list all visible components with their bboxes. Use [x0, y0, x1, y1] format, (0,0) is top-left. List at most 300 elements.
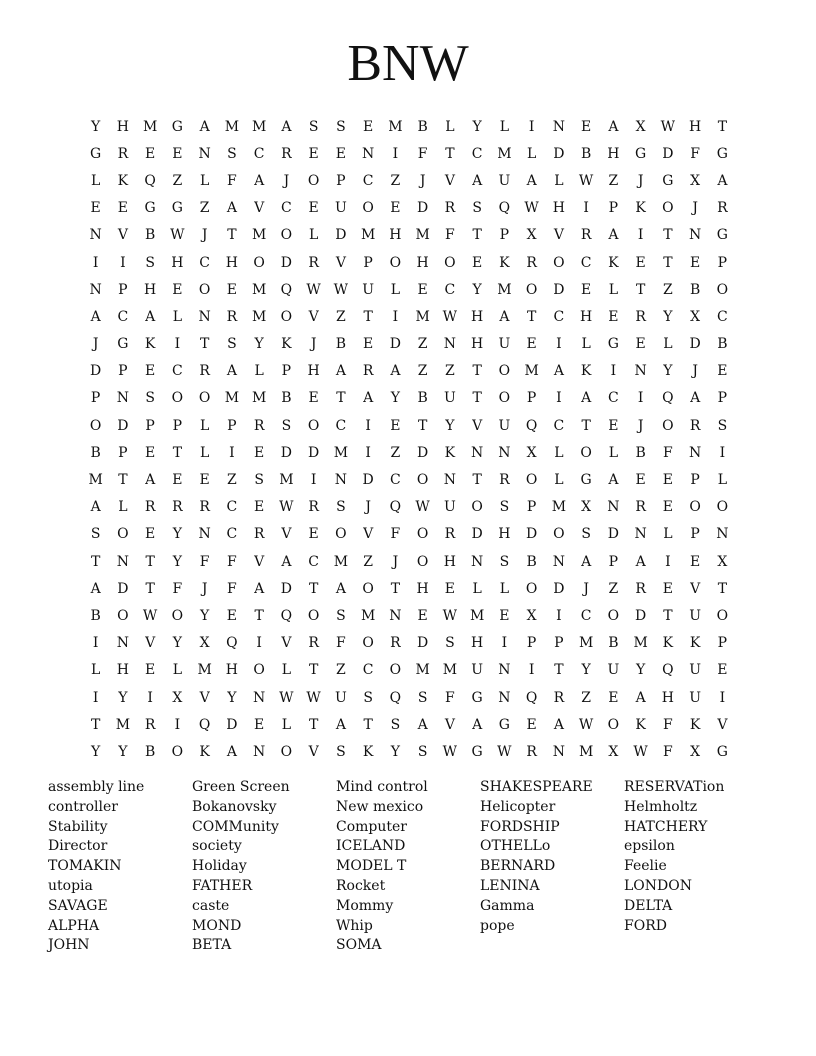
grid-letter: Q — [280, 607, 293, 624]
grid-letter: N — [89, 227, 102, 244]
grid-letter: E — [172, 281, 183, 298]
word-list-item: Helmholtz — [624, 798, 698, 815]
grid-letter: A — [417, 716, 428, 733]
grid-letter: O — [117, 607, 129, 624]
grid-letter: V — [308, 308, 319, 325]
grid-letter: R — [553, 689, 565, 706]
grid-letter: T — [145, 580, 155, 597]
grid-letter: X — [199, 635, 210, 652]
grid-letter: P — [363, 254, 373, 271]
grid-letter: J — [365, 499, 371, 516]
grid-letter: O — [362, 200, 374, 217]
grid-letter: T — [663, 227, 673, 244]
grid-letter: E — [444, 580, 455, 597]
grid-letter: Z — [336, 308, 346, 325]
grid-letter: S — [254, 472, 264, 489]
grid-letter: E — [662, 499, 673, 516]
grid-letter: R — [308, 254, 319, 271]
grid-letter: P — [281, 363, 292, 380]
grid-letter: D — [280, 254, 292, 271]
grid-letter: S — [581, 526, 591, 543]
grid-letter: S — [336, 607, 346, 624]
grid-letter: G — [471, 743, 483, 760]
grid-letter: K — [689, 635, 701, 652]
grid-letter: R — [281, 145, 292, 162]
grid-letter: A — [608, 472, 619, 489]
grid-letter: V — [717, 716, 728, 733]
grid-letter: E — [145, 526, 156, 543]
grid-letter: S — [417, 689, 428, 706]
word-list-item: MOND — [192, 917, 242, 934]
word-list-item: utopia — [48, 877, 93, 894]
grid-letter: H — [552, 200, 565, 217]
grid-letter: Y — [581, 662, 591, 679]
grid-letter: A — [635, 689, 646, 706]
grid-letter: B — [144, 227, 156, 244]
grid-letter: I — [365, 417, 371, 434]
grid-letter: Y — [118, 743, 128, 760]
grid-letter: O — [498, 390, 511, 407]
grid-letter: E — [90, 200, 101, 217]
grid-letter: R — [499, 472, 510, 489]
grid-letter: J — [92, 336, 99, 353]
grid-letter: A — [635, 553, 646, 570]
grid-letter: W — [170, 227, 185, 244]
grid-letter: I — [174, 336, 181, 353]
grid-letter: F — [445, 689, 455, 706]
grid-letter: E — [472, 254, 483, 271]
grid-letter: H — [580, 308, 593, 325]
grid-letter: N — [634, 363, 647, 380]
grid-letter: A — [499, 308, 510, 325]
word-list-item: Stability — [48, 818, 108, 835]
grid-letter: O — [117, 526, 129, 543]
grid-letter: C — [172, 363, 183, 380]
grid-letter: O — [416, 553, 429, 570]
grid-letter: D — [553, 281, 565, 298]
grid-letter: O — [607, 716, 620, 733]
grid-letter: P — [90, 390, 101, 407]
word-list-item: SOMA — [336, 937, 382, 954]
grid-letter: H — [443, 553, 456, 570]
grid-letter: L — [390, 281, 401, 298]
grid-letter: M — [551, 499, 567, 516]
grid-letter: V — [281, 526, 292, 543]
word-list-item: assembly line — [48, 779, 145, 795]
grid-letter: D — [526, 526, 538, 543]
grid-letter: B — [717, 336, 728, 353]
grid-letter: C — [226, 499, 238, 516]
grid-letter: S — [499, 499, 510, 516]
word-list-item: BETA — [192, 937, 232, 954]
grid-letter: M — [251, 390, 267, 407]
grid-letter: A — [390, 363, 401, 380]
grid-letter: P — [118, 363, 128, 380]
grid-letter: B — [526, 553, 537, 570]
grid-letter: I — [583, 200, 589, 217]
grid-letter: S — [227, 336, 237, 353]
grid-letter: X — [581, 499, 592, 516]
grid-letter: O — [607, 607, 620, 624]
grid-letter: M — [197, 662, 212, 679]
word-list-item: Feelie — [624, 858, 667, 875]
grid-letter: L — [499, 118, 510, 135]
grid-letter: M — [524, 363, 539, 380]
grid-letter: H — [307, 363, 320, 380]
grid-letter: N — [89, 281, 102, 298]
grid-letter: Y — [445, 417, 455, 434]
grid-letter: A — [690, 390, 701, 407]
grid-letter: H — [416, 580, 429, 597]
grid-letter: L — [281, 716, 292, 733]
grid-letter: I — [392, 308, 399, 325]
grid-letter: X — [690, 743, 701, 760]
grid-letter: Z — [417, 336, 428, 353]
grid-letter: L — [90, 172, 101, 189]
grid-letter: C — [335, 417, 347, 434]
grid-letter: A — [145, 472, 156, 489]
grid-letter: T — [717, 580, 728, 597]
grid-letter: L — [199, 417, 210, 434]
grid-letter: W — [279, 689, 294, 706]
grid-letter: T — [472, 472, 482, 489]
grid-letter: I — [92, 635, 99, 652]
grid-letter: I — [174, 716, 181, 733]
grid-letter: D — [635, 607, 647, 624]
grid-letter: V — [254, 553, 265, 570]
grid-letter: G — [580, 472, 592, 489]
grid-letter: A — [281, 553, 292, 570]
grid-letter: C — [308, 553, 319, 570]
grid-letter: A — [472, 716, 483, 733]
grid-letter: C — [117, 308, 129, 325]
grid-letter: T — [363, 308, 373, 325]
grid-letter: M — [578, 743, 594, 760]
grid-letter: D — [471, 526, 483, 543]
grid-letter: G — [716, 227, 728, 244]
grid-letter: S — [90, 526, 101, 543]
grid-letter: V — [308, 743, 319, 760]
grid-letter: C — [390, 472, 401, 489]
grid-letter: E — [417, 281, 428, 298]
grid-letter: V — [690, 580, 701, 597]
grid-letter: X — [526, 227, 537, 244]
grid-letter: S — [499, 553, 510, 570]
grid-letter: I — [528, 118, 535, 135]
grid-letter: R — [199, 499, 210, 516]
word-list-item: Mind control — [336, 779, 428, 795]
word-list-item: Mommy — [336, 897, 394, 914]
grid-letter: B — [335, 336, 347, 353]
grid-letter: R — [253, 417, 265, 434]
grid-letter: N — [116, 553, 129, 570]
grid-letter: K — [117, 172, 129, 189]
grid-letter: M — [415, 308, 430, 325]
grid-letter: A — [581, 390, 592, 407]
grid-letter: Z — [227, 472, 237, 489]
grid-letter: E — [608, 308, 619, 325]
grid-letter: S — [717, 417, 728, 434]
word-list-column — [336, 778, 480, 956]
grid-letter: T — [118, 472, 128, 489]
grid-letter: P — [526, 635, 537, 652]
grid-letter: M — [633, 635, 648, 652]
grid-letter: X — [690, 308, 701, 325]
grid-letter: T — [472, 227, 482, 244]
grid-letter: Q — [389, 499, 402, 516]
word-list-item: ALPHA — [48, 917, 100, 934]
grid-letter: X — [172, 689, 183, 706]
grid-letter: W — [442, 607, 458, 624]
grid-letter: O — [553, 254, 565, 271]
grid-letter: R — [635, 308, 646, 325]
grid-letter: G — [716, 145, 728, 162]
word-list-column — [192, 778, 336, 956]
grid-letter: O — [662, 417, 674, 434]
grid-letter: S — [308, 118, 319, 135]
grid-letter: J — [392, 553, 399, 570]
grid-letter: U — [498, 172, 511, 189]
grid-letter: Z — [336, 662, 346, 679]
grid-letter: N — [253, 689, 266, 706]
grid-letter: N — [634, 526, 647, 543]
grid-letter: O — [198, 281, 211, 298]
grid-letter: K — [635, 716, 646, 733]
grid-letter: O — [307, 172, 320, 189]
grid-letter: B — [417, 118, 428, 135]
grid-letter: P — [145, 417, 155, 434]
grid-letter: O — [253, 254, 265, 271]
grid-letter: A — [608, 118, 619, 135]
grid-letter: S — [145, 390, 155, 407]
grid-letter: I — [365, 444, 371, 461]
grid-letter: P — [336, 172, 346, 189]
grid-letter: T — [390, 580, 401, 597]
grid-letter: E — [417, 607, 428, 624]
grid-letter: M — [497, 281, 512, 298]
grid-letter: S — [336, 118, 346, 135]
grid-letter: O — [689, 499, 701, 516]
word-list-item: controller — [48, 798, 118, 815]
grid-letter: E — [254, 499, 265, 516]
word-list-item: Bokanovsky — [192, 798, 277, 815]
grid-letter: F — [663, 743, 673, 760]
grid-letter: H — [607, 145, 620, 162]
grid-letter: L — [554, 172, 564, 189]
grid-letter: E — [390, 417, 401, 434]
grid-letter: H — [661, 689, 674, 706]
grid-letter: I — [392, 145, 399, 162]
grid-letter: A — [335, 580, 346, 597]
grid-letter: R — [526, 743, 537, 760]
grid-letter: N — [689, 444, 702, 461]
grid-letter: X — [635, 118, 646, 135]
grid-letter: L — [254, 363, 264, 380]
grid-letter: Y — [636, 662, 646, 679]
grid-letter: D — [226, 716, 238, 733]
grid-letter: X — [608, 743, 619, 760]
grid-letter: I — [719, 689, 726, 706]
grid-letter: T — [417, 417, 428, 434]
grid-letter: G — [171, 118, 183, 135]
grid-letter: T — [635, 281, 646, 298]
grid-letter: W — [442, 743, 458, 760]
grid-letter: D — [689, 336, 701, 353]
grid-letter: J — [201, 227, 208, 244]
word-list-item: COMMunity — [192, 818, 279, 835]
grid-letter: J — [583, 580, 589, 597]
grid-letter: E — [581, 281, 592, 298]
grid-letter: K — [635, 200, 646, 217]
grid-letter: Z — [663, 281, 673, 298]
grid-letter: D — [553, 145, 565, 162]
grid-letter: N — [443, 472, 456, 489]
grid-letter: L — [172, 308, 183, 325]
grid-letter: L — [172, 662, 183, 679]
word-list-item: RESERVATion — [624, 779, 725, 795]
grid-letter: B — [689, 281, 701, 298]
word-list-item: SAVAGE — [48, 897, 108, 914]
grid-letter: Y — [663, 308, 673, 325]
grid-letter: E — [526, 336, 537, 353]
grid-letter: H — [225, 662, 238, 679]
grid-letter: M — [415, 662, 430, 679]
word-list-item: MODEL T — [336, 858, 407, 875]
grid-letter: A — [526, 172, 537, 189]
grid-letter: C — [226, 526, 238, 543]
grid-letter: Q — [498, 200, 511, 217]
grid-letter: O — [525, 281, 538, 298]
grid-letter: M — [415, 227, 430, 244]
grid-letter: T — [227, 227, 237, 244]
grid-letter: E — [635, 472, 646, 489]
grid-letter: P — [690, 526, 700, 543]
grid-letter: V — [117, 227, 128, 244]
grid-letter: U — [607, 662, 620, 679]
grid-letter: S — [145, 254, 155, 271]
grid-letter: Y — [200, 607, 210, 624]
grid-letter: O — [580, 444, 592, 461]
grid-letter: W — [306, 281, 321, 298]
grid-letter: X — [526, 444, 537, 461]
grid-letter: Y — [472, 281, 482, 298]
grid-letter: M — [142, 118, 158, 135]
grid-letter: E — [117, 200, 128, 217]
grid-letter: A — [281, 118, 292, 135]
grid-letter: T — [663, 254, 673, 271]
grid-letter: Z — [581, 689, 591, 706]
grid-letter: T — [336, 390, 346, 407]
grid-letter: N — [552, 553, 565, 570]
grid-letter: P — [172, 417, 183, 434]
word-list-item: TOMAKIN — [48, 858, 122, 875]
grid-letter: W — [442, 308, 458, 325]
grid-letter: B — [281, 390, 292, 407]
grid-letter: O — [307, 417, 320, 434]
grid-letter: P — [526, 499, 537, 516]
grid-letter: O — [335, 526, 347, 543]
word-list-item: Computer — [336, 818, 407, 835]
word-list-item: FATHER — [192, 877, 253, 894]
grid-letter: T — [581, 417, 591, 434]
word-list-item: Rocket — [336, 877, 386, 894]
grid-letter: E — [363, 118, 374, 135]
grid-letter: E — [145, 363, 156, 380]
grid-letter: Q — [226, 635, 238, 652]
grid-letter: R — [308, 635, 319, 652]
grid-letter: G — [662, 172, 674, 189]
grid-letter: F — [390, 526, 401, 543]
grid-letter: J — [201, 580, 208, 597]
grid-letter: O — [280, 227, 293, 244]
grid-letter: W — [497, 743, 512, 760]
grid-letter: I — [637, 227, 644, 244]
grid-letter: S — [417, 743, 428, 760]
grid-letter: V — [472, 417, 483, 434]
grid-letter: V — [553, 227, 564, 244]
grid-letter: E — [717, 662, 728, 679]
grid-letter: V — [199, 689, 210, 706]
grid-letter: D — [662, 145, 674, 162]
grid-letter: S — [363, 689, 373, 706]
grid-letter: H — [171, 254, 184, 271]
grid-letter: W — [333, 281, 349, 298]
grid-letter: E — [690, 254, 701, 271]
grid-letter: E — [199, 472, 210, 489]
grid-letter: H — [225, 254, 238, 271]
grid-letter: V — [254, 200, 265, 217]
letter-grid — [82, 113, 736, 766]
grid-letter: O — [253, 662, 265, 679]
grid-letter: K — [499, 254, 510, 271]
grid-letter: J — [310, 336, 317, 353]
grid-letter: E — [308, 390, 319, 407]
grid-letter: N — [116, 635, 129, 652]
grid-letter: P — [499, 227, 510, 244]
grid-letter: T — [254, 607, 264, 624]
grid-letter: L — [118, 499, 128, 516]
grid-letter: L — [308, 227, 319, 244]
grid-letter: O — [307, 607, 320, 624]
grid-letter: M — [388, 118, 403, 135]
grid-letter: F — [417, 145, 428, 162]
grid-letter: O — [416, 472, 429, 489]
grid-letter: Y — [472, 118, 482, 135]
grid-letter: N — [198, 308, 211, 325]
grid-letter: Y — [390, 390, 400, 407]
grid-letter: W — [633, 743, 648, 760]
grid-letter: D — [117, 580, 129, 597]
grid-letter: S — [281, 417, 292, 434]
grid-letter: P — [554, 635, 564, 652]
grid-letter: H — [689, 118, 702, 135]
grid-letter: L — [199, 172, 210, 189]
grid-letter: R — [444, 526, 456, 543]
grid-letter: I — [229, 444, 235, 461]
grid-letter: V — [363, 526, 374, 543]
word-list-item: pope — [480, 917, 515, 934]
grid-letter: Q — [198, 716, 211, 733]
grid-letter: I — [665, 553, 671, 570]
grid-letter: Z — [417, 363, 428, 380]
grid-letter: C — [362, 172, 374, 189]
grid-letter: Z — [608, 580, 619, 597]
grid-letter: N — [607, 499, 620, 516]
grid-letter: U — [689, 662, 702, 679]
grid-letter: A — [226, 200, 237, 217]
word-list-item: Helicopter — [480, 798, 556, 815]
grid-letter: D — [90, 363, 102, 380]
